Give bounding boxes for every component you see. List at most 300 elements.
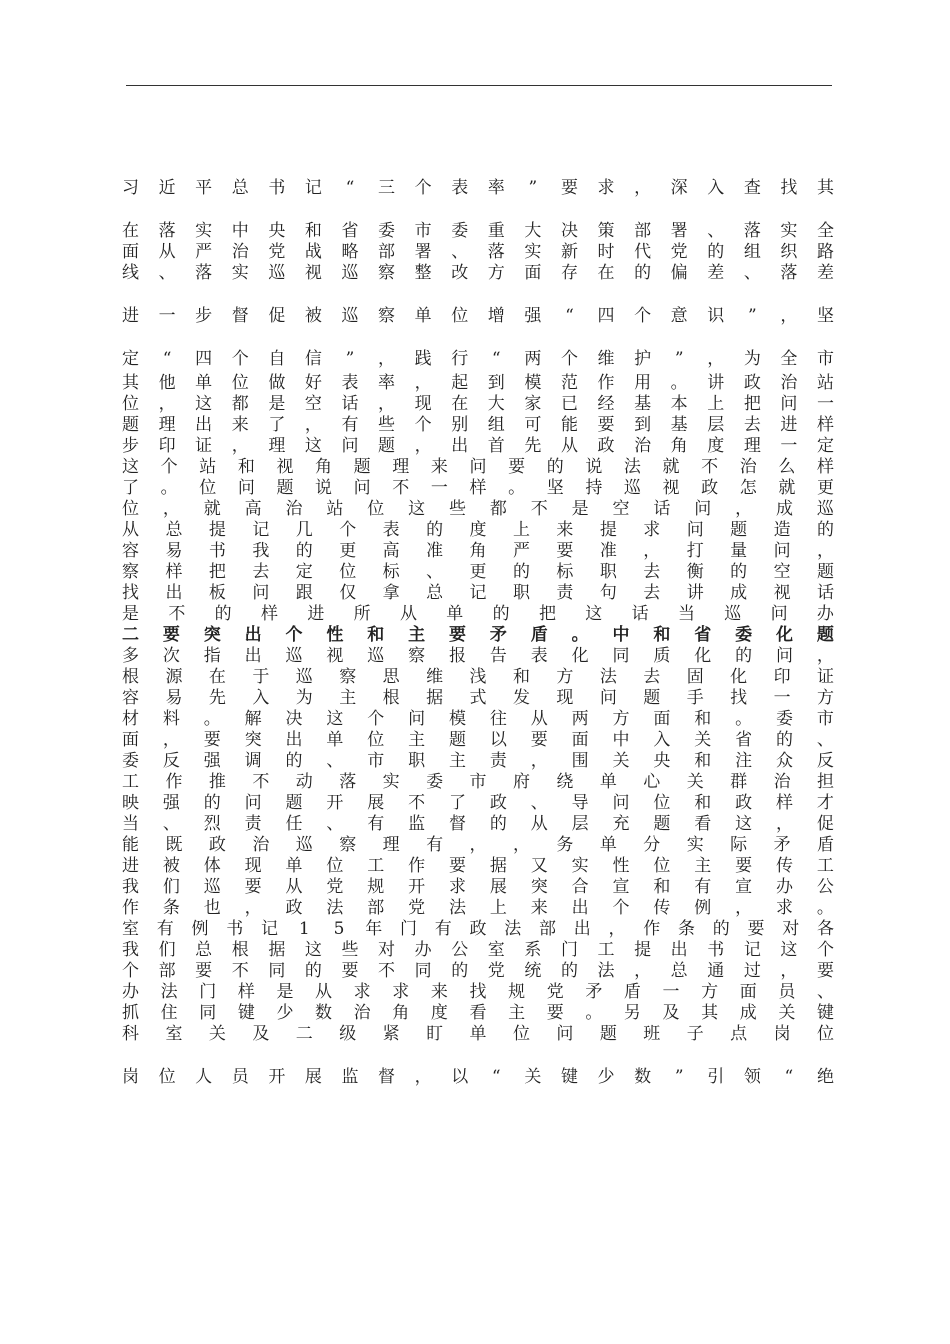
text-line: [122, 263, 834, 283]
text-char: 办: [776, 877, 793, 897]
text-char: 为: [743, 349, 761, 369]
text-char: 监: [341, 1067, 359, 1087]
text-char: 对: [378, 940, 396, 960]
text-char: 的: [295, 541, 313, 561]
text-char: 进: [307, 604, 325, 624]
text-char: 这: [304, 940, 322, 960]
text-char: ，: [469, 835, 487, 855]
text-line: [122, 394, 834, 414]
text-char: 职: [512, 583, 530, 603]
text-char: 现: [244, 856, 262, 876]
text-line: [122, 709, 834, 729]
text-char: 既: [165, 835, 183, 855]
text-char: 出: [244, 625, 262, 645]
text-char: 调: [244, 751, 262, 771]
text-char: 化: [694, 646, 712, 666]
text-char: 同: [612, 646, 630, 666]
text-char: 烈: [203, 814, 221, 834]
text-char: 也: [203, 898, 221, 918]
text-char: 当: [677, 604, 695, 624]
text-char: 自: [268, 349, 286, 369]
text-char: 强: [162, 793, 180, 813]
text-char: “: [491, 1067, 501, 1087]
text-char: 位: [231, 373, 249, 393]
text-char: 要: [747, 919, 765, 939]
text-char: ，: [512, 835, 530, 855]
text-char: 护: [634, 349, 652, 369]
text-char: 问: [612, 793, 630, 813]
text-char: 充: [612, 814, 630, 834]
text-char: 责: [244, 814, 262, 834]
text-char: 门: [400, 919, 417, 939]
text-char: 习: [122, 178, 139, 198]
text-char: 一: [158, 306, 176, 326]
text-char: 不: [701, 457, 719, 477]
text-char: 根: [122, 667, 139, 687]
text-char: 盾: [817, 835, 834, 855]
text-char: 几: [295, 520, 313, 540]
text-char: 年: [365, 919, 383, 939]
text-char: 出: [451, 436, 469, 456]
text-char: 这: [735, 814, 753, 834]
text-char: 好: [304, 373, 322, 393]
text-char: 主: [408, 625, 426, 645]
text-char: 书: [226, 919, 244, 939]
text-line: [122, 520, 834, 540]
text-char: 对: [782, 919, 800, 939]
text-char: 委: [735, 625, 753, 645]
text-char: 是: [276, 982, 294, 1002]
text-char: 方: [817, 688, 834, 708]
text-char: 映: [122, 793, 139, 813]
text-char: 的: [707, 242, 725, 262]
text-char: 个: [160, 457, 178, 477]
text-char: 这: [585, 604, 603, 624]
text-char: 从: [530, 814, 548, 834]
text-char: 织: [780, 242, 798, 262]
text-char: 解: [244, 709, 262, 729]
text-char: 话: [817, 583, 834, 603]
text-char: 市: [816, 349, 834, 369]
text-char: 严: [512, 541, 530, 561]
text-char: 总: [426, 583, 444, 603]
text-char: 要: [816, 961, 834, 981]
text-char: 代: [634, 242, 652, 262]
text-char: 例: [191, 919, 209, 939]
text-char: 证: [195, 436, 213, 456]
text-char: 。: [585, 1003, 603, 1023]
text-char: 的: [304, 961, 322, 981]
text-char: 另: [623, 1003, 641, 1023]
text-char: 传: [776, 856, 793, 876]
text-char: 行: [451, 349, 469, 369]
text-char: 察: [408, 646, 426, 666]
text-char: 了: [449, 793, 466, 813]
text-char: 省: [341, 221, 359, 241]
text-char: 围: [571, 751, 589, 771]
text-char: 5: [333, 919, 345, 939]
text-char: 工: [367, 856, 385, 876]
text-char: 单: [446, 604, 464, 624]
text-char: 进: [122, 856, 139, 876]
text-char: 质: [653, 646, 671, 666]
text-char: 题: [643, 688, 661, 708]
text-char: 把: [743, 394, 761, 414]
text-line: [122, 221, 834, 241]
text-char: 政: [208, 835, 226, 855]
text-char: 决: [560, 221, 578, 241]
text-char: 导: [571, 793, 589, 813]
text-char: 模: [449, 709, 466, 729]
text-char: 问: [776, 646, 793, 666]
text-char: 作: [408, 856, 426, 876]
text-char: 率: [378, 373, 396, 393]
text-char: 问: [353, 478, 371, 498]
text-char: 开: [268, 1067, 286, 1087]
text-char: 公: [816, 877, 834, 897]
text-char: 办: [122, 982, 139, 1002]
text-char: 上: [707, 394, 725, 414]
text-char: 工: [122, 772, 139, 792]
text-char: 书: [707, 940, 725, 960]
text-char: 和: [694, 709, 712, 729]
text-char: 整: [414, 263, 432, 283]
text-char: 、: [451, 242, 469, 262]
text-char: 大: [524, 221, 542, 241]
text-char: 把: [208, 562, 226, 582]
text-char: 去: [743, 415, 761, 435]
text-char: 数: [315, 1003, 333, 1023]
text-char: 指: [203, 646, 221, 666]
text-char: 求: [353, 982, 371, 1002]
text-char: 题: [353, 457, 371, 477]
text-char: 们: [158, 940, 176, 960]
text-char: 和: [653, 877, 671, 897]
text-char: 要: [162, 625, 180, 645]
text-char: 例: [694, 898, 712, 918]
text-char: 当: [122, 814, 139, 834]
text-char: 近: [158, 178, 176, 198]
text-char: 理: [158, 415, 176, 435]
text-char: 能: [560, 415, 578, 435]
text-char: 空: [304, 394, 322, 414]
text-char: 样: [816, 457, 834, 477]
text-char: 要: [735, 856, 753, 876]
text-char: 样: [776, 793, 793, 813]
text-char: 。: [735, 709, 753, 729]
text-char: 不: [168, 604, 186, 624]
text-char: 。: [571, 625, 589, 645]
text-char: 就: [662, 457, 680, 477]
text-char: 容: [122, 688, 139, 708]
text-char: 了: [268, 415, 286, 435]
text-char: 都: [489, 499, 507, 519]
text-char: 讲: [686, 583, 704, 603]
text-char: 单: [326, 730, 344, 750]
text-char: 理: [743, 436, 761, 456]
text-char: 角: [670, 436, 688, 456]
text-char: 少: [276, 1003, 294, 1023]
text-char: 不: [408, 793, 426, 813]
text-char: 出: [573, 919, 591, 939]
text-char: 记: [252, 520, 270, 540]
text-char: 经: [597, 394, 615, 414]
text-char: 定: [122, 349, 139, 369]
text-char: 办: [414, 940, 432, 960]
text-char: 度: [707, 436, 725, 456]
text-char: 及: [662, 1003, 680, 1023]
text-char: 式: [469, 688, 487, 708]
text-char: 视: [276, 457, 294, 477]
text-char: 上: [489, 898, 507, 918]
text-char: 一: [816, 394, 834, 414]
text-line: [122, 793, 834, 813]
text-char: 巡: [341, 263, 359, 283]
text-char: 记: [469, 583, 487, 603]
text-char: 要: [560, 178, 578, 198]
text-char: 问: [770, 604, 788, 624]
text-char: 、: [707, 221, 725, 241]
text-char: 住: [160, 1003, 178, 1023]
text-char: 题: [599, 1024, 617, 1044]
text-char: 问: [244, 793, 262, 813]
text-char: 问: [408, 709, 426, 729]
text-line: [122, 242, 834, 262]
text-char: 的: [712, 919, 730, 939]
text-char: 要: [546, 1003, 564, 1023]
text-char: 的: [817, 520, 834, 540]
text-char: 出: [670, 940, 688, 960]
text-char: 拿: [382, 583, 400, 603]
text-char: 作: [165, 772, 183, 792]
text-char: 发: [512, 688, 530, 708]
text-char: 和: [367, 625, 385, 645]
text-char: 盯: [426, 1024, 444, 1044]
text-char: 四: [597, 306, 615, 326]
text-char: ”: [345, 349, 355, 369]
text-char: 员: [778, 982, 796, 1002]
text-char: 要: [508, 457, 526, 477]
text-char: 科: [122, 1024, 139, 1044]
text-char: 这: [326, 709, 344, 729]
text-char: 委: [378, 221, 396, 241]
text-char: 委: [451, 221, 469, 241]
text-char: 市: [414, 221, 432, 241]
text-char: 视: [773, 583, 791, 603]
text-char: 巡: [367, 646, 385, 666]
text-line: [122, 1024, 834, 1044]
text-char: 方: [487, 263, 505, 283]
text-char: 样: [260, 604, 278, 624]
text-char: 子: [686, 1024, 704, 1044]
text-char: 视: [662, 478, 680, 498]
text-char: 政: [743, 373, 761, 393]
text-char: 打: [686, 541, 704, 561]
text-char: 我: [252, 541, 270, 561]
text-char: 求: [597, 178, 615, 198]
text-char: 班: [643, 1024, 661, 1044]
text-char: 组: [743, 242, 761, 262]
text-char: ，: [816, 646, 834, 666]
text-char: 展: [367, 793, 385, 813]
text-char: 责: [489, 751, 507, 771]
text-char: 题: [449, 730, 466, 750]
text-char: 组: [487, 415, 505, 435]
text-char: 一: [780, 436, 798, 456]
text-char: 出: [244, 646, 262, 666]
text-char: 一: [662, 982, 680, 1002]
text-char: 群: [730, 772, 748, 792]
text-char: 找: [469, 982, 487, 1002]
text-char: 单: [285, 856, 303, 876]
text-line: [122, 667, 834, 687]
text-char: 少: [597, 1067, 615, 1087]
text-char: 要: [195, 961, 213, 981]
text-char: 政: [469, 919, 487, 939]
text-char: 句: [599, 583, 617, 603]
text-char: 查: [743, 178, 761, 198]
text-char: 更: [339, 541, 357, 561]
text-char: 落: [195, 263, 213, 283]
text-char: 准: [426, 541, 444, 561]
text-char: 新: [560, 242, 578, 262]
text-char: 政: [735, 793, 753, 813]
text-char: 持: [585, 478, 603, 498]
text-char: 题: [285, 793, 303, 813]
text-char: 有: [434, 919, 452, 939]
text-char: 面: [122, 242, 139, 262]
text-char: 造: [773, 520, 791, 540]
text-char: 法: [504, 919, 522, 939]
text-char: 总: [165, 520, 183, 540]
text-char: 到: [634, 415, 652, 435]
text-char: ，: [158, 394, 176, 414]
text-char: 一: [430, 478, 448, 498]
text-line: [122, 814, 834, 834]
text-char: 先: [208, 688, 226, 708]
text-char: 表: [530, 646, 548, 666]
text-char: 推: [208, 772, 226, 792]
text-char: 强: [203, 751, 221, 771]
text-char: 反: [162, 751, 180, 771]
text-char: ，: [643, 541, 661, 561]
text-char: ，: [414, 1067, 432, 1087]
text-char: 面: [653, 709, 671, 729]
text-char: 一: [773, 688, 791, 708]
text-char: 展: [304, 1067, 322, 1087]
text-char: 都: [231, 394, 249, 414]
header-rule: [126, 85, 832, 86]
text-char: 从: [122, 520, 139, 540]
vertical-text-block: [122, 178, 834, 1088]
text-char: 性: [326, 625, 344, 645]
text-char: 求: [392, 982, 410, 1002]
text-char: 思: [382, 667, 400, 687]
text-char: ，: [634, 178, 652, 198]
text-char: 位: [339, 562, 357, 582]
text-char: 衡: [686, 562, 704, 582]
text-char: 这: [195, 394, 213, 414]
text-char: 路: [816, 242, 834, 262]
text-char: 市: [367, 751, 385, 771]
text-char: 工: [597, 940, 615, 960]
text-char: 来: [430, 982, 448, 1002]
text-char: 去: [643, 583, 661, 603]
text-char: 市: [816, 709, 834, 729]
text-char: 党: [546, 982, 564, 1002]
text-char: 有: [156, 919, 174, 939]
text-char: 标: [556, 562, 574, 582]
text-char: 维: [426, 667, 444, 687]
text-char: 层: [707, 415, 725, 435]
text-char: 点: [730, 1024, 748, 1044]
text-char: 公: [451, 940, 469, 960]
text-line: [122, 478, 834, 498]
text-char: 到: [487, 373, 505, 393]
text-char: 问: [780, 394, 798, 414]
text-char: 把: [538, 604, 556, 624]
text-line: [122, 436, 834, 456]
text-char: 实: [524, 242, 542, 262]
text-char: 位: [367, 499, 385, 519]
text-char: 和: [512, 667, 530, 687]
text-char: 于: [252, 667, 270, 687]
text-char: 巡: [285, 646, 303, 666]
text-char: 部: [367, 898, 385, 918]
text-char: 治: [353, 1003, 371, 1023]
text-char: 规: [508, 982, 526, 1002]
text-char: 战: [304, 242, 322, 262]
text-line: [122, 835, 834, 855]
text-char: 的: [546, 457, 564, 477]
text-char: 站: [816, 373, 834, 393]
text-char: 府: [512, 772, 530, 792]
text-char: 强: [524, 306, 542, 326]
text-char: 提: [599, 520, 617, 540]
text-char: 线: [122, 263, 139, 283]
text-char: 问: [694, 499, 712, 519]
text-char: 同: [414, 961, 432, 981]
text-char: 察: [339, 835, 357, 855]
text-char: 就: [778, 478, 796, 498]
text-char: 方: [612, 709, 630, 729]
text-char: 差: [816, 263, 834, 283]
text-char: 来: [231, 415, 249, 435]
text-char: 来: [430, 457, 448, 477]
text-char: 注: [735, 751, 753, 771]
text-char: 岗: [773, 1024, 791, 1044]
text-char: 政: [597, 436, 615, 456]
text-char: 落: [158, 221, 176, 241]
text-char: 问: [686, 520, 704, 540]
text-char: 面: [571, 730, 589, 750]
text-char: 是: [268, 394, 286, 414]
text-char: 识: [707, 306, 725, 326]
text-char: 问: [252, 583, 270, 603]
text-char: 个: [285, 625, 303, 645]
text-char: 从: [315, 982, 333, 1002]
text-char: 做: [268, 373, 286, 393]
text-char: 容: [122, 541, 139, 561]
text-char: 方: [556, 667, 574, 687]
text-char: 。: [203, 709, 221, 729]
text-char: 突: [203, 625, 221, 645]
text-char: 题: [276, 478, 294, 498]
text-char: 题: [378, 436, 396, 456]
text-char: 绝: [816, 1067, 834, 1087]
text-char: 、: [816, 982, 834, 1002]
text-char: 用: [634, 373, 652, 393]
